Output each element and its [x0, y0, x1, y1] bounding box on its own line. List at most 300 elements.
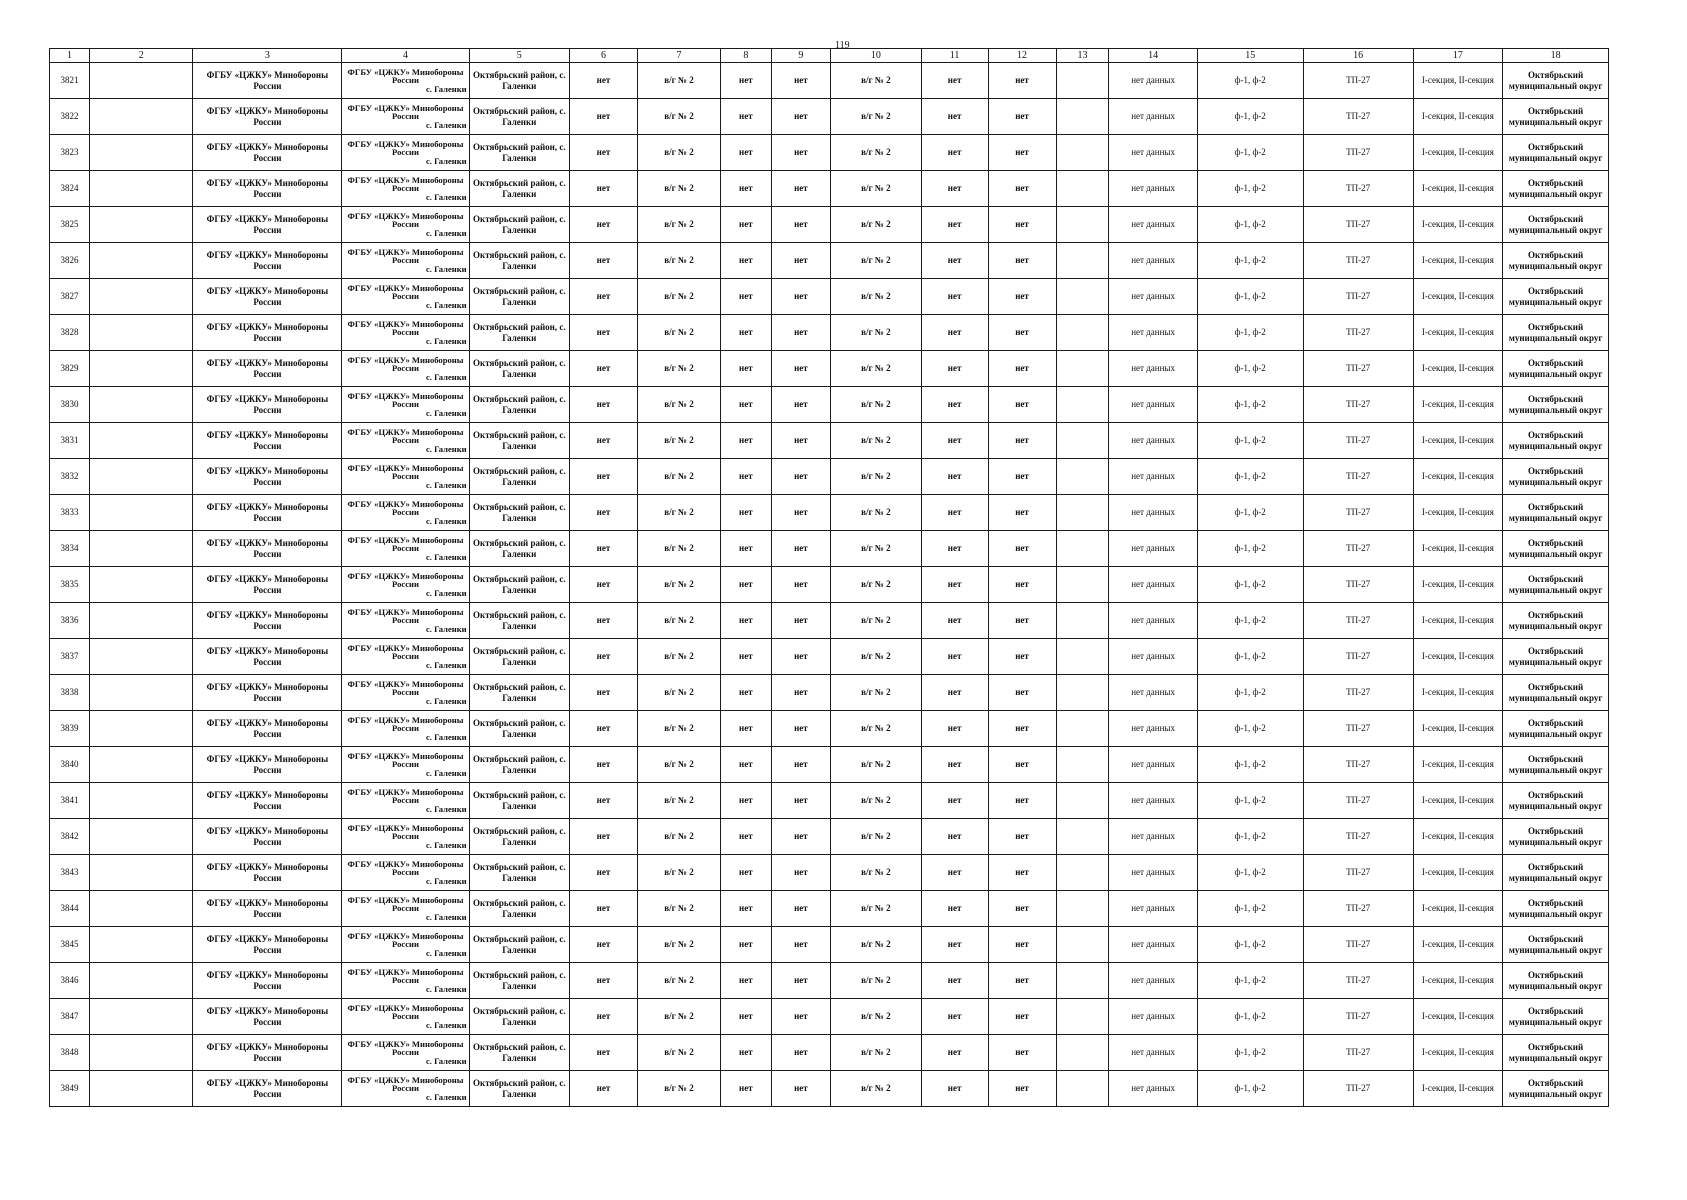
cell-col12: нет — [988, 387, 1056, 423]
cell-col12: нет — [988, 891, 1056, 927]
cell-col6: нет — [569, 783, 637, 819]
cell-col15: ф-1, ф-2 — [1197, 531, 1303, 567]
cell-col17: I-секция, II-секция — [1413, 495, 1503, 531]
cell-col18: Октябрьский муниципальный округ — [1503, 135, 1609, 171]
row-number-cell: 3837 — [50, 639, 90, 675]
cell-col14: нет данных — [1109, 459, 1197, 495]
cell-col16: ТП-27 — [1303, 711, 1413, 747]
cell-col5: Октябрьский район, с. Галенки — [469, 603, 569, 639]
cell-col10: в/г № 2 — [831, 1071, 922, 1107]
cell-col2 — [89, 783, 193, 819]
cell-col16: ТП-27 — [1303, 423, 1413, 459]
cell-col18: Октябрьский муниципальный округ — [1503, 171, 1609, 207]
cell-col13 — [1056, 63, 1109, 99]
cell-col15: ф-1, ф-2 — [1197, 495, 1303, 531]
owner-settlement: с. Галенки — [425, 227, 467, 238]
cell-col3: ФГБУ «ЦЖКУ» Минобороны России — [193, 99, 342, 135]
cell-col13 — [1056, 351, 1109, 387]
cell-col18: Октябрьский муниципальный округ — [1503, 1035, 1609, 1071]
table-row — [50, 279, 1609, 315]
cell-col12: нет — [988, 243, 1056, 279]
cell-col7: в/г № 2 — [637, 495, 720, 531]
cell-col6: нет — [569, 207, 637, 243]
cell-col17: I-секция, II-секция — [1413, 999, 1503, 1035]
header-row — [50, 49, 1609, 63]
row-number-cell: 3841 — [50, 783, 90, 819]
col-header: 5 — [469, 49, 569, 63]
cell-col10: в/г № 2 — [831, 171, 922, 207]
cell-col17: I-секция, II-секция — [1413, 855, 1503, 891]
cell-col10: в/г № 2 — [831, 783, 922, 819]
table-row — [50, 963, 1609, 999]
cell-col18: Октябрьский муниципальный округ — [1503, 855, 1609, 891]
cell-col6: нет — [569, 1035, 637, 1071]
cell-col11: нет — [921, 1071, 988, 1107]
cell-col4 — [342, 675, 469, 711]
col-header: 10 — [831, 49, 922, 63]
cell-col9: нет — [771, 315, 830, 351]
owner-settlement: с. Галенки — [425, 623, 467, 634]
cell-col11: нет — [921, 135, 988, 171]
cell-col8: нет — [721, 567, 772, 603]
cell-col14: нет данных — [1109, 747, 1197, 783]
cell-col10: в/г № 2 — [831, 855, 922, 891]
cell-col6: нет — [569, 639, 637, 675]
cell-col9: нет — [771, 783, 830, 819]
cell-col14: нет данных — [1109, 315, 1197, 351]
cell-col10: в/г № 2 — [831, 639, 922, 675]
owner-settlement: с. Галенки — [425, 803, 467, 814]
cell-col8: нет — [721, 171, 772, 207]
row-number-cell: 3828 — [50, 315, 90, 351]
cell-col12: нет — [988, 99, 1056, 135]
cell-col14: нет данных — [1109, 387, 1197, 423]
cell-col17: I-секция, II-секция — [1413, 783, 1503, 819]
cell-col13 — [1056, 639, 1109, 675]
cell-col13 — [1056, 783, 1109, 819]
owner-organization: ФГБУ «ЦЖКУ» Минобороны России — [347, 1074, 464, 1094]
cell-col13 — [1056, 963, 1109, 999]
cell-col15: ф-1, ф-2 — [1197, 207, 1303, 243]
cell-col18: Октябрьский муниципальный округ — [1503, 63, 1609, 99]
cell-col9: нет — [771, 135, 830, 171]
cell-col14: нет данных — [1109, 639, 1197, 675]
cell-col4 — [342, 171, 469, 207]
cell-col18: Октябрьский муниципальный округ — [1503, 423, 1609, 459]
row-number-cell: 3844 — [50, 891, 90, 927]
owner-settlement: с. Галенки — [425, 983, 467, 994]
registry-table — [49, 48, 1609, 1107]
cell-col18: Октябрьский муниципальный округ — [1503, 387, 1609, 423]
cell-col10: в/г № 2 — [831, 387, 922, 423]
cell-col2 — [89, 819, 193, 855]
cell-col12: нет — [988, 747, 1056, 783]
cell-col16: ТП-27 — [1303, 963, 1413, 999]
cell-col7: в/г № 2 — [637, 567, 720, 603]
col-header: 2 — [89, 49, 193, 63]
owner-organization: ФГБУ «ЦЖКУ» Минобороны России — [347, 858, 464, 878]
table-row — [50, 531, 1609, 567]
cell-col7: в/г № 2 — [637, 387, 720, 423]
cell-col7: в/г № 2 — [637, 243, 720, 279]
cell-col14: нет данных — [1109, 1035, 1197, 1071]
col-header: 13 — [1056, 49, 1109, 63]
cell-col3: ФГБУ «ЦЖКУ» Минобороны России — [193, 819, 342, 855]
cell-col17: I-секция, II-секция — [1413, 423, 1503, 459]
cell-col5: Октябрьский район, с. Галенки — [469, 423, 569, 459]
cell-col14: нет данных — [1109, 855, 1197, 891]
cell-col15: ф-1, ф-2 — [1197, 1071, 1303, 1107]
row-number-cell: 3829 — [50, 351, 90, 387]
cell-col5: Октябрьский район, с. Галенки — [469, 63, 569, 99]
cell-col7: в/г № 2 — [637, 963, 720, 999]
cell-col5: Октябрьский район, с. Галенки — [469, 459, 569, 495]
cell-col10: в/г № 2 — [831, 135, 922, 171]
owner-settlement: с. Галенки — [425, 767, 467, 778]
cell-col11: нет — [921, 783, 988, 819]
cell-col10: в/г № 2 — [831, 747, 922, 783]
cell-col10: в/г № 2 — [831, 999, 922, 1035]
cell-col14: нет данных — [1109, 927, 1197, 963]
row-number-cell: 3846 — [50, 963, 90, 999]
cell-col4 — [342, 207, 469, 243]
row-number-cell: 3833 — [50, 495, 90, 531]
table-row — [50, 819, 1609, 855]
cell-col2 — [89, 531, 193, 567]
cell-col11: нет — [921, 675, 988, 711]
cell-col10: в/г № 2 — [831, 495, 922, 531]
owner-organization: ФГБУ «ЦЖКУ» Минобороны России — [347, 390, 464, 410]
table-row — [50, 783, 1609, 819]
cell-col15: ф-1, ф-2 — [1197, 243, 1303, 279]
cell-col17: I-секция, II-секция — [1413, 567, 1503, 603]
table-row — [50, 711, 1609, 747]
cell-col15: ф-1, ф-2 — [1197, 963, 1303, 999]
cell-col12: нет — [988, 315, 1056, 351]
cell-col5: Октябрьский район, с. Галенки — [469, 351, 569, 387]
cell-col15: ф-1, ф-2 — [1197, 675, 1303, 711]
cell-col13 — [1056, 99, 1109, 135]
cell-col2 — [89, 567, 193, 603]
cell-col18: Октябрьский муниципальный округ — [1503, 747, 1609, 783]
cell-col7: в/г № 2 — [637, 1035, 720, 1071]
cell-col10: в/г № 2 — [831, 99, 922, 135]
owner-organization: ФГБУ «ЦЖКУ» Минобороны России — [347, 282, 464, 302]
cell-col15: ф-1, ф-2 — [1197, 747, 1303, 783]
cell-col12: нет — [988, 927, 1056, 963]
cell-col4 — [342, 819, 469, 855]
cell-col5: Октябрьский район, с. Галенки — [469, 135, 569, 171]
cell-col8: нет — [721, 387, 772, 423]
cell-col4 — [342, 999, 469, 1035]
cell-col5: Октябрьский район, с. Галенки — [469, 315, 569, 351]
owner-settlement: с. Галенки — [425, 443, 467, 454]
row-number-cell: 3847 — [50, 999, 90, 1035]
owner-organization: ФГБУ «ЦЖКУ» Минобороны России — [347, 642, 464, 662]
owner-organization: ФГБУ «ЦЖКУ» Минобороны России — [347, 534, 464, 554]
cell-col5: Октябрьский район, с. Галенки — [469, 639, 569, 675]
cell-col14: нет данных — [1109, 711, 1197, 747]
cell-col3: ФГБУ «ЦЖКУ» Минобороны России — [193, 279, 342, 315]
cell-col13 — [1056, 855, 1109, 891]
owner-organization: ФГБУ «ЦЖКУ» Минобороны России — [347, 138, 464, 158]
col-header: 16 — [1303, 49, 1413, 63]
cell-col18: Октябрьский муниципальный округ — [1503, 351, 1609, 387]
table-row — [50, 675, 1609, 711]
cell-col10: в/г № 2 — [831, 819, 922, 855]
cell-col14: нет данных — [1109, 675, 1197, 711]
cell-col16: ТП-27 — [1303, 783, 1413, 819]
cell-col7: в/г № 2 — [637, 783, 720, 819]
cell-col13 — [1056, 819, 1109, 855]
cell-col9: нет — [771, 531, 830, 567]
owner-organization: ФГБУ «ЦЖКУ» Минобороны России — [347, 570, 464, 590]
cell-col13 — [1056, 567, 1109, 603]
cell-col16: ТП-27 — [1303, 891, 1413, 927]
owner-settlement: с. Галенки — [425, 839, 467, 850]
cell-col11: нет — [921, 495, 988, 531]
cell-col11: нет — [921, 207, 988, 243]
cell-col17: I-секция, II-секция — [1413, 747, 1503, 783]
cell-col3: ФГБУ «ЦЖКУ» Минобороны России — [193, 1071, 342, 1107]
cell-col16: ТП-27 — [1303, 171, 1413, 207]
cell-col4 — [342, 603, 469, 639]
cell-col7: в/г № 2 — [637, 603, 720, 639]
cell-col12: нет — [988, 459, 1056, 495]
cell-col15: ф-1, ф-2 — [1197, 855, 1303, 891]
cell-col3: ФГБУ «ЦЖКУ» Минобороны России — [193, 387, 342, 423]
cell-col7: в/г № 2 — [637, 891, 720, 927]
cell-col16: ТП-27 — [1303, 747, 1413, 783]
col-header: 9 — [771, 49, 830, 63]
cell-col17: I-секция, II-секция — [1413, 639, 1503, 675]
cell-col9: нет — [771, 63, 830, 99]
col-header: 15 — [1197, 49, 1303, 63]
owner-settlement: с. Галенки — [425, 479, 467, 490]
row-number-cell: 3848 — [50, 1035, 90, 1071]
cell-col12: нет — [988, 855, 1056, 891]
cell-col12: нет — [988, 531, 1056, 567]
cell-col14: нет данных — [1109, 891, 1197, 927]
cell-col5: Октябрьский район, с. Галенки — [469, 675, 569, 711]
owner-settlement: с. Галенки — [425, 695, 467, 706]
cell-col17: I-секция, II-секция — [1413, 963, 1503, 999]
cell-col4 — [342, 387, 469, 423]
cell-col12: нет — [988, 567, 1056, 603]
cell-col17: I-секция, II-секция — [1413, 1071, 1503, 1107]
cell-col3: ФГБУ «ЦЖКУ» Минобороны России — [193, 747, 342, 783]
cell-col6: нет — [569, 135, 637, 171]
cell-col6: нет — [569, 315, 637, 351]
cell-col9: нет — [771, 963, 830, 999]
cell-col2 — [89, 855, 193, 891]
cell-col14: нет данных — [1109, 531, 1197, 567]
col-header: 12 — [988, 49, 1056, 63]
cell-col14: нет данных — [1109, 999, 1197, 1035]
cell-col14: нет данных — [1109, 963, 1197, 999]
cell-col16: ТП-27 — [1303, 927, 1413, 963]
cell-col11: нет — [921, 711, 988, 747]
cell-col6: нет — [569, 279, 637, 315]
cell-col9: нет — [771, 1071, 830, 1107]
cell-col5: Октябрьский район, с. Галенки — [469, 783, 569, 819]
owner-settlement: с. Галенки — [425, 911, 467, 922]
cell-col11: нет — [921, 999, 988, 1035]
cell-col12: нет — [988, 711, 1056, 747]
cell-col4 — [342, 495, 469, 531]
cell-col5: Октябрьский район, с. Галенки — [469, 711, 569, 747]
cell-col10: в/г № 2 — [831, 351, 922, 387]
cell-col6: нет — [569, 711, 637, 747]
cell-col11: нет — [921, 1035, 988, 1071]
cell-col2 — [89, 1071, 193, 1107]
cell-col12: нет — [988, 639, 1056, 675]
cell-col8: нет — [721, 675, 772, 711]
cell-col5: Октябрьский район, с. Галенки — [469, 99, 569, 135]
owner-settlement: с. Галенки — [425, 299, 467, 310]
cell-col3: ФГБУ «ЦЖКУ» Минобороны России — [193, 171, 342, 207]
cell-col2 — [89, 63, 193, 99]
cell-col3: ФГБУ «ЦЖКУ» Минобороны России — [193, 999, 342, 1035]
cell-col5: Октябрьский район, с. Галенки — [469, 819, 569, 855]
cell-col17: I-секция, II-секция — [1413, 819, 1503, 855]
cell-col11: нет — [921, 423, 988, 459]
row-number-cell: 3832 — [50, 459, 90, 495]
cell-col13 — [1056, 675, 1109, 711]
cell-col2 — [89, 891, 193, 927]
cell-col4 — [342, 63, 469, 99]
cell-col18: Октябрьский муниципальный округ — [1503, 819, 1609, 855]
cell-col13 — [1056, 315, 1109, 351]
cell-col7: в/г № 2 — [637, 927, 720, 963]
cell-col16: ТП-27 — [1303, 63, 1413, 99]
cell-col17: I-секция, II-секция — [1413, 63, 1503, 99]
cell-col4 — [342, 315, 469, 351]
cell-col14: нет данных — [1109, 603, 1197, 639]
cell-col3: ФГБУ «ЦЖКУ» Минобороны России — [193, 603, 342, 639]
cell-col2 — [89, 963, 193, 999]
owner-settlement: с. Галенки — [425, 191, 467, 202]
cell-col10: в/г № 2 — [831, 1035, 922, 1071]
cell-col18: Октябрьский муниципальный округ — [1503, 783, 1609, 819]
cell-col10: в/г № 2 — [831, 243, 922, 279]
cell-col4 — [342, 891, 469, 927]
owner-settlement: с. Галенки — [425, 407, 467, 418]
cell-col2 — [89, 423, 193, 459]
cell-col2 — [89, 927, 193, 963]
owner-settlement: с. Галенки — [425, 371, 467, 382]
cell-col6: нет — [569, 963, 637, 999]
row-number-cell: 3836 — [50, 603, 90, 639]
cell-col16: ТП-27 — [1303, 279, 1413, 315]
owner-settlement: с. Галенки — [425, 83, 467, 94]
cell-col8: нет — [721, 1035, 772, 1071]
cell-col17: I-секция, II-секция — [1413, 711, 1503, 747]
cell-col4 — [342, 99, 469, 135]
cell-col16: ТП-27 — [1303, 603, 1413, 639]
cell-col4 — [342, 783, 469, 819]
row-number-cell: 3823 — [50, 135, 90, 171]
col-header: 3 — [193, 49, 342, 63]
cell-col3: ФГБУ «ЦЖКУ» Минобороны России — [193, 675, 342, 711]
cell-col4 — [342, 963, 469, 999]
cell-col6: нет — [569, 243, 637, 279]
cell-col15: ф-1, ф-2 — [1197, 99, 1303, 135]
cell-col4 — [342, 459, 469, 495]
cell-col11: нет — [921, 891, 988, 927]
cell-col2 — [89, 459, 193, 495]
cell-col6: нет — [569, 927, 637, 963]
owner-organization: ФГБУ «ЦЖКУ» Минобороны России — [347, 318, 464, 338]
cell-col14: нет данных — [1109, 351, 1197, 387]
table-row — [50, 747, 1609, 783]
cell-col6: нет — [569, 531, 637, 567]
cell-col7: в/г № 2 — [637, 279, 720, 315]
cell-col10: в/г № 2 — [831, 459, 922, 495]
cell-col3: ФГБУ «ЦЖКУ» Минобороны России — [193, 351, 342, 387]
cell-col8: нет — [721, 927, 772, 963]
cell-col5: Октябрьский район, с. Галенки — [469, 891, 569, 927]
cell-col16: ТП-27 — [1303, 459, 1413, 495]
cell-col4 — [342, 855, 469, 891]
cell-col7: в/г № 2 — [637, 423, 720, 459]
cell-col6: нет — [569, 675, 637, 711]
cell-col8: нет — [721, 63, 772, 99]
cell-col4 — [342, 1035, 469, 1071]
cell-col7: в/г № 2 — [637, 819, 720, 855]
owner-organization: ФГБУ «ЦЖКУ» Минобороны России — [347, 786, 464, 806]
table-row — [50, 927, 1609, 963]
cell-col16: ТП-27 — [1303, 1071, 1413, 1107]
cell-col16: ТП-27 — [1303, 135, 1413, 171]
cell-col15: ф-1, ф-2 — [1197, 711, 1303, 747]
cell-col15: ф-1, ф-2 — [1197, 315, 1303, 351]
cell-col13 — [1056, 387, 1109, 423]
cell-col15: ф-1, ф-2 — [1197, 819, 1303, 855]
cell-col4 — [342, 279, 469, 315]
cell-col7: в/г № 2 — [637, 315, 720, 351]
cell-col2 — [89, 99, 193, 135]
cell-col15: ф-1, ф-2 — [1197, 891, 1303, 927]
cell-col6: нет — [569, 1071, 637, 1107]
cell-col10: в/г № 2 — [831, 279, 922, 315]
cell-col14: нет данных — [1109, 243, 1197, 279]
cell-col4 — [342, 711, 469, 747]
cell-col10: в/г № 2 — [831, 711, 922, 747]
cell-col9: нет — [771, 351, 830, 387]
cell-col16: ТП-27 — [1303, 243, 1413, 279]
cell-col10: в/г № 2 — [831, 423, 922, 459]
cell-col8: нет — [721, 999, 772, 1035]
cell-col10: в/г № 2 — [831, 567, 922, 603]
cell-col12: нет — [988, 171, 1056, 207]
cell-col11: нет — [921, 963, 988, 999]
cell-col5: Октябрьский район, с. Галенки — [469, 279, 569, 315]
table-row — [50, 567, 1609, 603]
cell-col15: ф-1, ф-2 — [1197, 1035, 1303, 1071]
cell-col17: I-секция, II-секция — [1413, 675, 1503, 711]
cell-col6: нет — [569, 171, 637, 207]
col-header: 4 — [342, 49, 469, 63]
cell-col11: нет — [921, 99, 988, 135]
cell-col18: Октябрьский муниципальный округ — [1503, 891, 1609, 927]
table-row — [50, 459, 1609, 495]
cell-col14: нет данных — [1109, 135, 1197, 171]
cell-col13 — [1056, 243, 1109, 279]
cell-col4 — [342, 243, 469, 279]
cell-col8: нет — [721, 855, 772, 891]
cell-col4 — [342, 567, 469, 603]
